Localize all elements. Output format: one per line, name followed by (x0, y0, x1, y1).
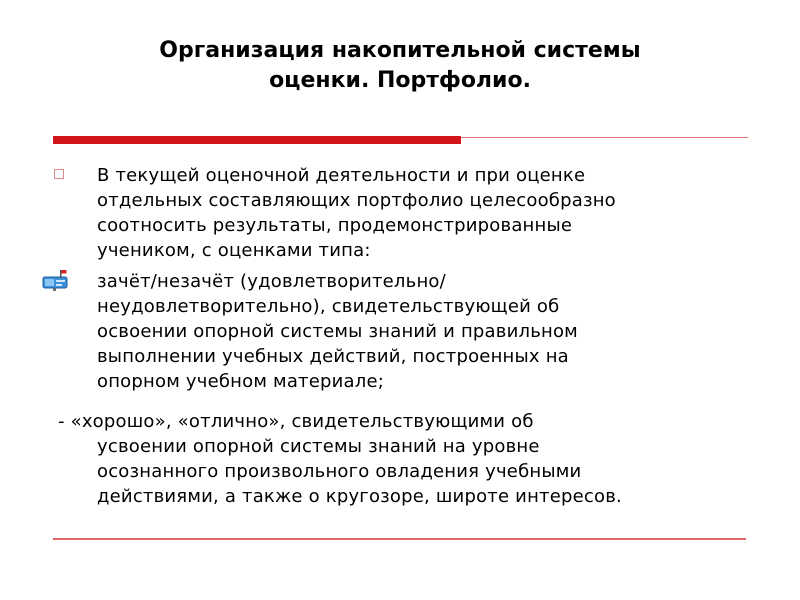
paragraph-pass-fail-line: зачёт/незачёт (удовлетворительно/ (97, 271, 446, 292)
slide-title (0, 36, 800, 96)
paragraph-intro (97, 163, 616, 263)
slide-title-line-1: Организация накопительной системы (159, 38, 641, 63)
square-bullet-icon (54, 169, 64, 179)
title-underline-thin (461, 137, 748, 138)
slide-title-line-2: оценки. Портфолио. (269, 68, 531, 93)
paragraph-good-excellent (58, 409, 622, 509)
paragraph-intro-line: отдельных составляющих портфолио целесообразно (97, 190, 616, 211)
paragraph-pass-fail-line: опорном учебном материале; (97, 371, 385, 392)
paragraph-pass-fail-line: выполнении учебных действий, построенных на (97, 346, 569, 367)
paragraph-intro-line: соотносить результаты, продемонстрированные (97, 215, 573, 236)
paragraph-good-excellent-line: действиями, а также о кругозоре, широте интересов. (97, 486, 622, 507)
paragraph-good-excellent-line: усвоении опорной системы знаний на уровне (97, 436, 540, 457)
title-underline-thick (53, 136, 461, 144)
paragraph-intro-line: В текущей оценочной деятельности и при оценке (97, 165, 586, 186)
paragraph-pass-fail (97, 269, 578, 394)
mailbox-icon (41, 268, 69, 292)
paragraph-intro-line: учеником, с оценками типа: (97, 240, 371, 261)
paragraph-pass-fail-line: освоении опорной системы знаний и правильном (97, 321, 578, 342)
paragraph-pass-fail-line: неудовлетворительно), свидетельствующей об (97, 296, 560, 317)
paragraph-good-excellent-line: осознанного произвольного овладения учебными (97, 461, 582, 482)
paragraph-good-excellent-line: - «хорошо», «отлично», свидетельствующими об (58, 411, 534, 432)
footer-divider (53, 538, 746, 540)
